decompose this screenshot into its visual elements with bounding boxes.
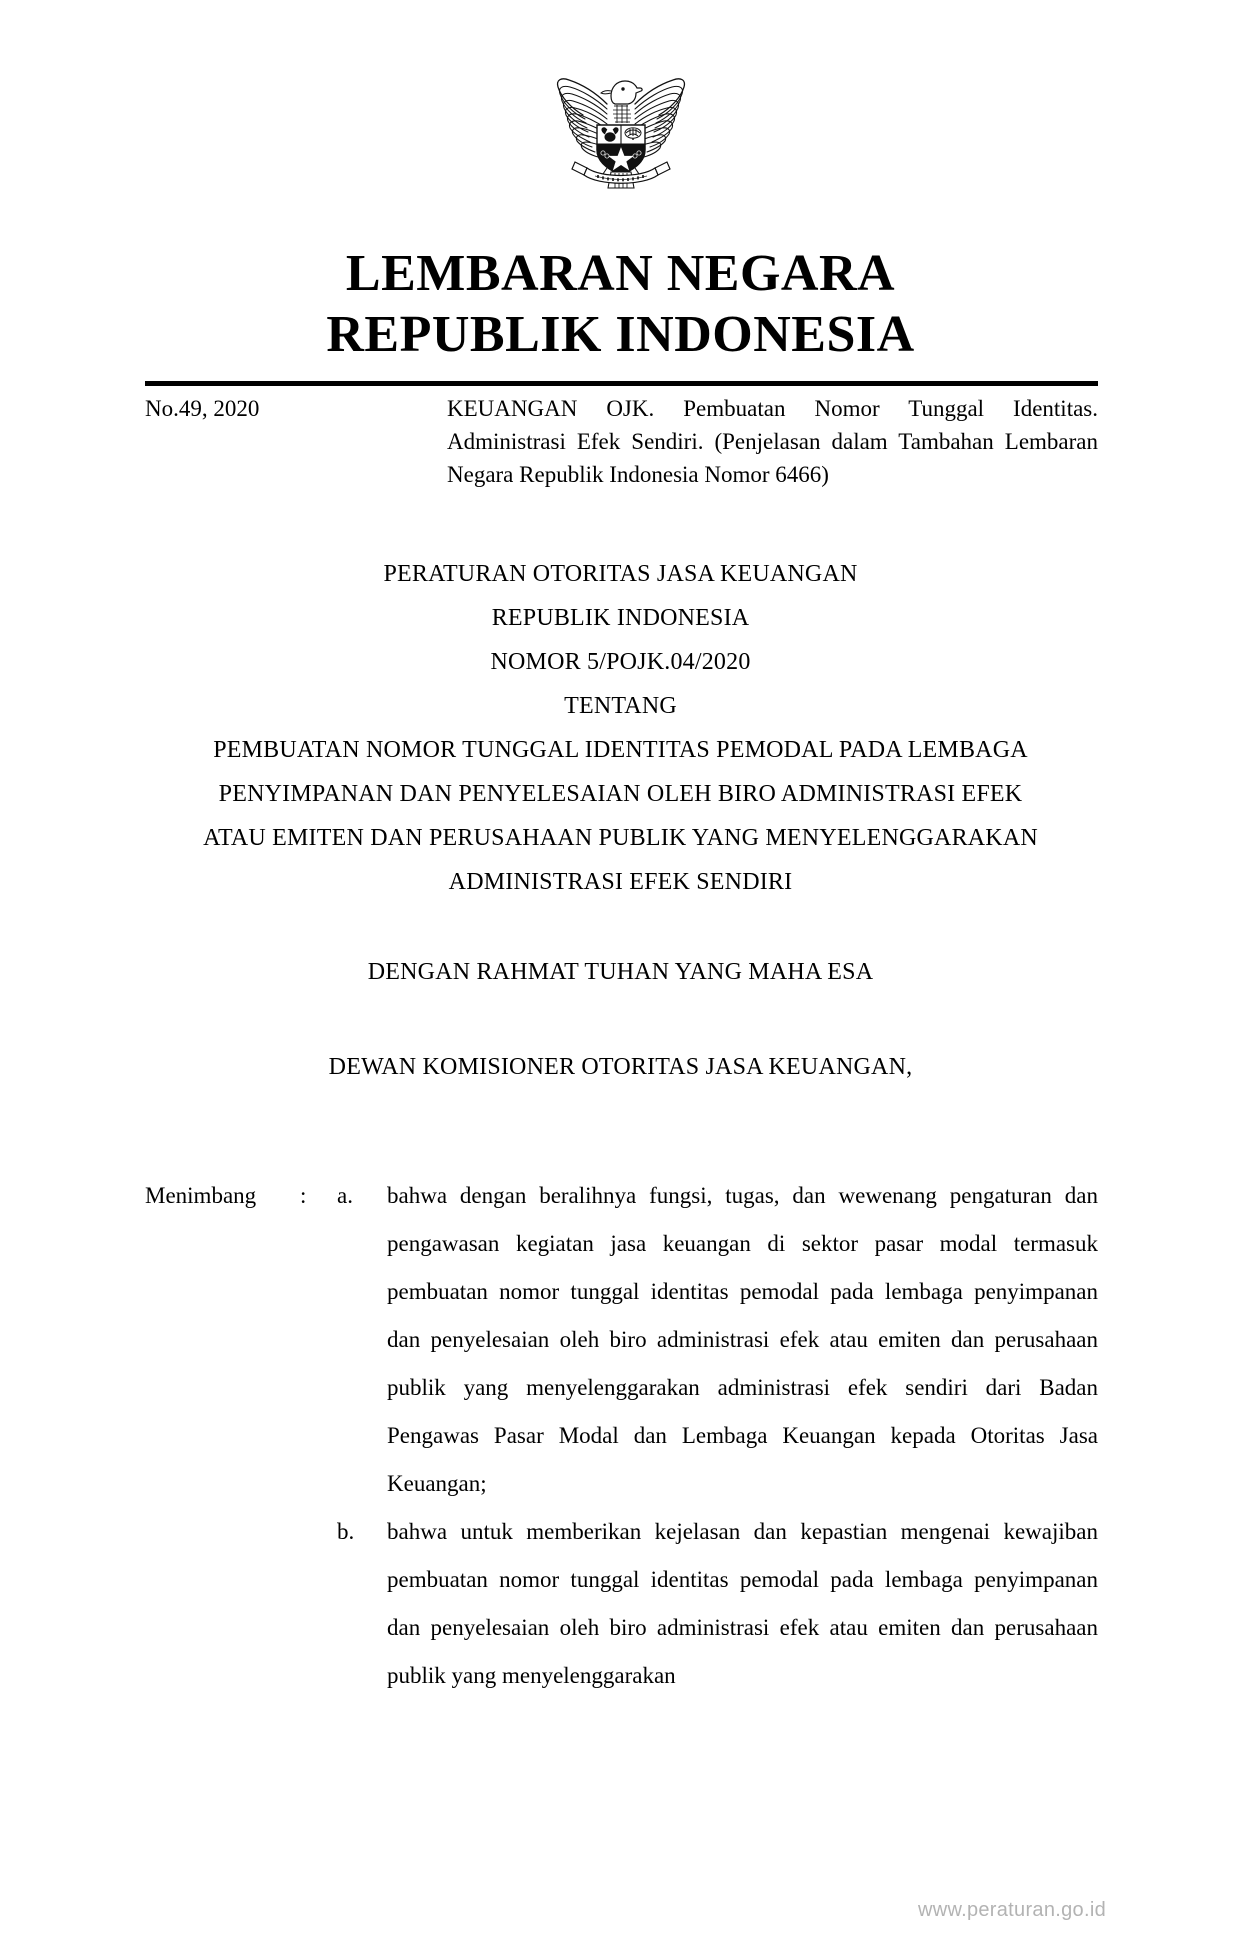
title-line-subject-1: PEMBUATAN NOMOR TUNGGAL IDENTITAS PEMODAL PADA LEMBAGA [213,737,1028,763]
consideration-text-b: bahwa untuk memberikan kejelasan dan kepastian mengenai kewajiban pembuatan nomor tunggal identitas pemodal pada lembaga penyimpanan dan penyelesaian oleh biro administrasi efek atau emiten dan perusahaan publik yang menyelenggarakan [387,1519,1098,1688]
masthead-line-2: REPUBLIK INDONESIA [326,306,915,363]
issue-number: No.49, 2020 [145,396,260,421]
title-line-tentang: TENTANG [564,693,677,719]
invocation-dewan: DEWAN KOMISIONER OTORITAS JASA KEUANGAN, [328,1054,913,1080]
title-line-subject-2: PENYIMPANAN DAN PENYELESAIAN OLEH BIRO ADMINISTRASI EFEK [218,781,1023,807]
subject-summary: KEUANGAN OJK. Pembuatan Nomor Tunggal Identitas. Administrasi Efek Sendiri. (Penjelasan dalam Tambahan Lembaran Negara Republik Indonesia Nomor 6466) [447,396,1098,487]
title-line-republic: REPUBLIK INDONESIA [491,605,750,631]
considerations-block [145,1172,1098,1700]
invocation-rahmat: DENGAN RAHMAT TUHAN YANG MAHA ESA [367,959,874,985]
title-line-subject-3: ATAU EMITEN DAN PERUSAHAAN PUBLIK YANG MENYELENGGARAKAN [203,825,1038,851]
consideration-marker-b: b. [337,1519,355,1544]
masthead-divider-rule [145,381,1098,386]
masthead [0,243,1241,365]
garuda-pancasila-emblem [0,58,1241,198]
consideration-item-a [145,1172,1098,1508]
consideration-text-a: bahwa dengan beralihnya fungsi, tugas, dan wewenang pengaturan dan pengawasan kegiatan jasa keuangan di sektor pasar modal termasuk pembuatan nomor tunggal identitas pemodal pada lembaga penyimpanan dan penyelesaian oleh biro administrasi efek atau emiten dan perusahaan publik yang menyelenggarakan administrasi efek sendiri dari Badan Pengawas Pasar Modal dan Lembaga Keuangan kepada Otoritas Jasa Keuangan; [387,1183,1098,1496]
considerations-label: Menimbang [145,1183,257,1208]
source-watermark: www.peraturan.go.id [917,1899,1106,1921]
considerations-colon: : [300,1183,307,1208]
consideration-item-b [145,1508,1098,1700]
masthead-line-1: LEMBARAN NEGARA [345,245,896,302]
title-line-authority: PERATURAN OTORITAS JASA KEUANGAN [383,561,858,587]
consideration-marker-a: a. [337,1183,353,1208]
regulation-title-block [0,552,1241,904]
header-meta [145,392,1098,491]
title-line-subject-4: ADMINISTRASI EFEK SENDIRI [448,869,793,895]
title-line-number: NOMOR 5/POJK.04/2020 [490,649,751,675]
